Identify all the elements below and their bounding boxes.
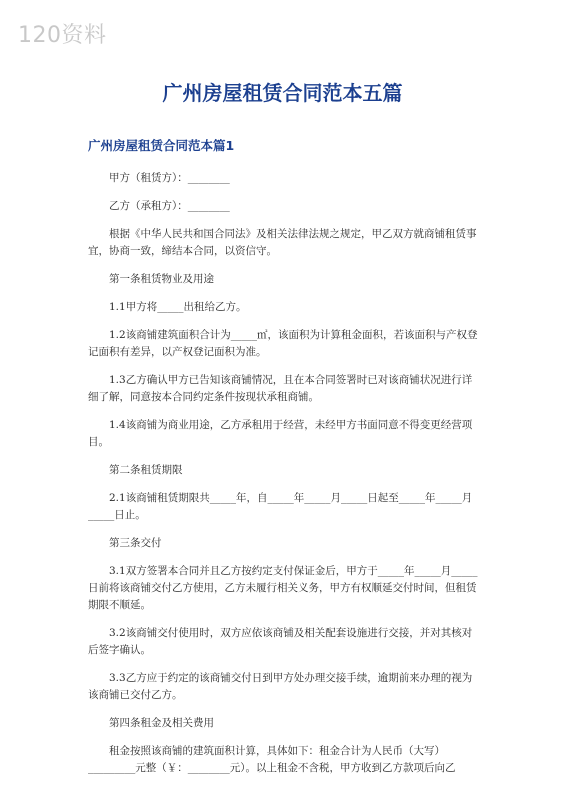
document-title: 广州房屋租赁合同范本五篇 <box>162 81 403 105</box>
article-heading: 第二条租赁期限 <box>109 464 183 476</box>
party-a-line: 甲方（租赁方）：________ <box>109 172 230 184</box>
clause-paragraph: 1.3乙方确认甲方已告知该商铺情况，且在本合同签署时已对该商铺状况进行详细了解，同意按本合同约定条件按现状承租商铺。 <box>88 374 473 403</box>
clause-paragraph: 租金按照该商铺的建筑面积计算，具体如下：租金合计为人民币（大写）_________元整（￥：________元）。以上租金不含税，甲方收到乙方款项后向乙 <box>88 745 456 774</box>
clause-paragraph: 3.2该商铺交付使用时，双方应依该商铺及相关配套设施进行交接，并对其核对后签字确认。 <box>88 627 473 656</box>
clause-paragraph: 1.4该商铺为商业用途，乙方承租用于经营，未经甲方书面同意不得变更经营项目。 <box>88 419 473 448</box>
article-heading: 第一条租赁物业及用途 <box>109 273 214 285</box>
clause-paragraph: 1.1甲方将_____出租给乙方。 <box>109 301 247 313</box>
section-heading: 广州房屋租赁合同范本篇1 <box>88 138 235 153</box>
contract-body <box>88 170 480 788</box>
preamble-paragraph: 根据《中华人民共和国合同法》及相关法律法规之规定，甲乙双方就商铺租赁事宜，协商一致，缔结本合同，以资信守。 <box>88 228 477 257</box>
party-b-line: 乙方（承租方）：________ <box>109 200 230 212</box>
clause-paragraph: 2.1该商铺租赁期限共_____年，自_____年_____月_____日起至_____年_____月_____日止。 <box>88 492 473 521</box>
watermark: 120资料 <box>18 23 107 48</box>
clause-paragraph: 3.3乙方应于约定的该商铺交付日到甲方处办理交接手续，逾期前来办理的视为该商铺已交付乙方。 <box>88 672 473 701</box>
clause-paragraph: 1.2该商铺建筑面积合计为_____㎡，该面积为计算租金面积，若该面积与产权登记面积有差异，以产权登记面积为准。 <box>88 329 478 358</box>
article-heading: 第三条交付 <box>109 537 162 549</box>
article-heading: 第四条租金及相关费用 <box>109 717 214 729</box>
clause-paragraph: 3.1双方签署本合同并且乙方按约定支付保证金后，甲方于_____年_____月_____日前将该商铺交付乙方使用，乙方未履行相关义务，甲方有权顺延交付时间，但租赁期限不顺延。 <box>88 565 478 611</box>
